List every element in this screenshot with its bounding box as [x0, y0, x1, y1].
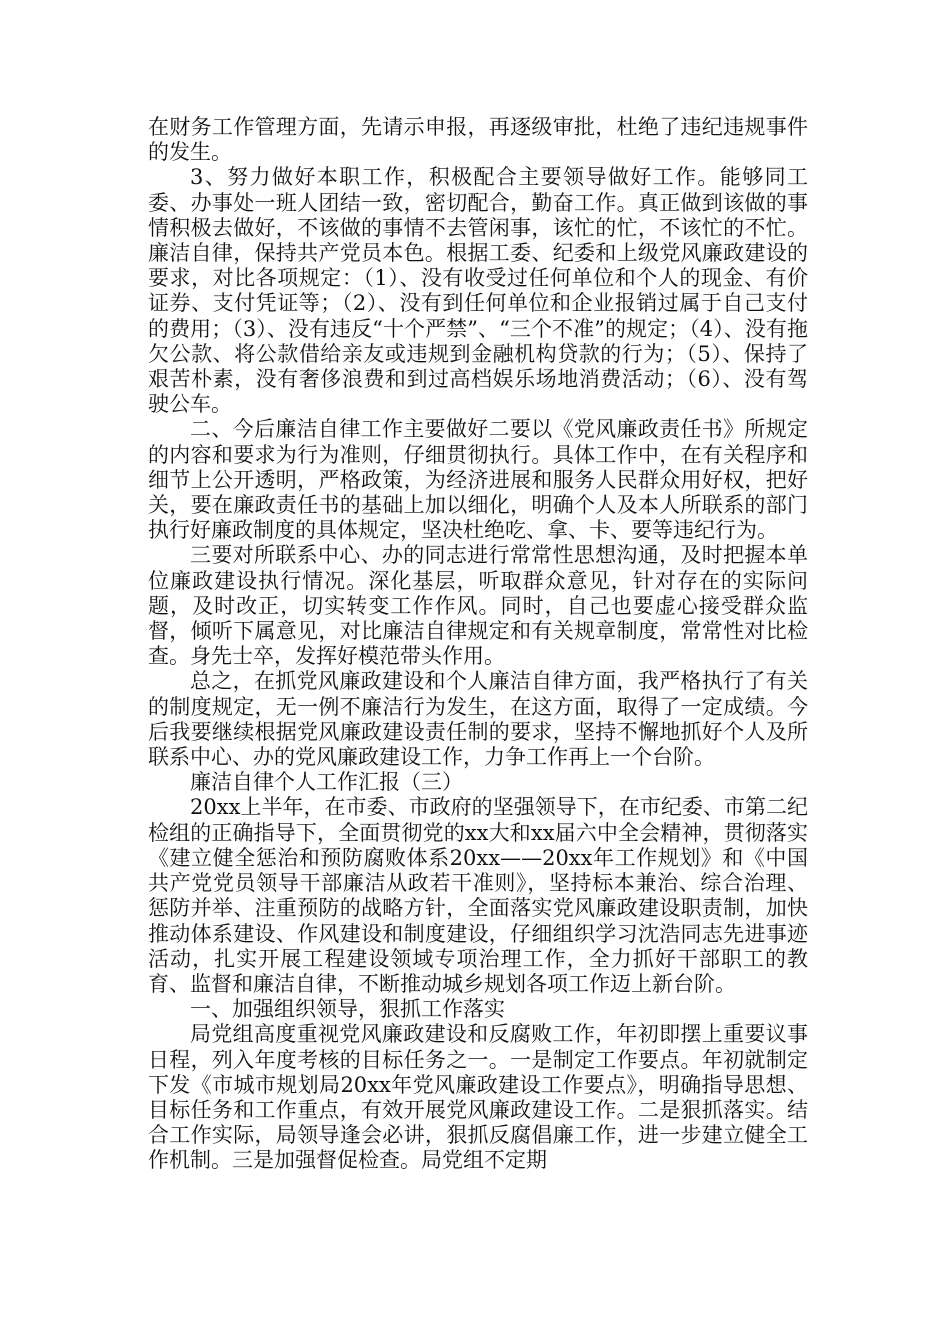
paragraph-4: 三要对所联系中心、办的同志进行常常性思想沟通，及时把握本单位廉政建设执行情况。深化基层，听取群众意见，针对存在的实际问题，及时改正，切实转变工作作风。同时，自己也要虚心接受群众监督，倾听下属意见，对比廉洁自律规定和有关规章制度，常常性对比检查。身先士卒，发挥好模范带头作用。: [148, 543, 808, 669]
paragraph-1: 在财务工作管理方面，先请示申报，再逐级审批，杜绝了违纪违规事件的发生。: [148, 115, 808, 165]
section-heading: 廉洁自律个人工作汇报（三）: [190, 770, 463, 795]
subsection-heading: 一、加强组织领导，狠抓工作落实: [190, 997, 505, 1022]
paragraph-6: 20xx上半年，在市委、市政府的坚强领导下，在市纪委、市第二纪检组的正确指导下，全面贯彻党的xx大和xx届六中全会精神，贯彻落实《建立健全惩治和预防腐败体系20xx——20xx年工作规划》和《中国共产党党员领导干部廉洁从政若干准则》，坚持标本兼治、综合治理、惩防并举、注重预防的战略方针，全面落实党风廉政建设职责制，加快推动体系建设、作风建设和制度建设，仔细组织学习沈浩同志先进事迹活动，扎实开展工程建设领域专项治理工作，全力抓好干部职工的教育、监督和廉洁自律，不断推动城乡规划各项工作迈上新台阶。: [148, 795, 808, 996]
paragraph-2: 3、努力做好本职工作，积极配合主要领导做好工作。能够同工委、办事处一班人团结一致，密切配合，勤奋工作。真正做到该做的事情积极去做好，不该做的事情不去管闲事，该忙的忙，不该忙的不忙。廉洁自律，保持共产党员本色。根据工委、纪委和上级党风廉政建设的要求，对比各项规定：（1）、没有收受过任何单位和个人的现金、有价证券、支付凭证等；（2）、没有到任何单位和企业报销过属于自己支付的费用；（3）、没有违反“十个严禁”、“三个不准”的规定；（4）、没有拖欠公款、将公款借给亲友或违规到金融机构贷款的行为；（5）、保持了艰苦朴素，没有奢侈浪费和到过高档娱乐场地消费活动；（6）、没有驾驶公车。: [148, 165, 808, 417]
paragraph-3: 二、今后廉洁自律工作主要做好二要以《党风廉政责任书》所规定的内容和要求为行为准则，仔细贯彻执行。具体工作中，在有关程序和细节上公开透明，严格政策，为经济进展和服务人民群众用好权，把好关，要在廉政责任书的基础上加以细化，明确个人及本人所联系的部门执行好廉政制度的具体规定，坚决杜绝吃、拿、卡、要等违纪行为。: [148, 417, 808, 543]
document-body: [148, 115, 808, 1174]
paragraph-7: 局党组高度重视党风廉政建设和反腐败工作，年初即摆上重要议事日程，列入年度考核的目标任务之一。一是制定工作要点。年初就制定下发《市城市规划局20xx年党风廉政建设工作要点》，明确指导思想、目标任务和工作重点，有效开展党风廉政建设工作。二是狠抓落实。结合工作实际，局领导逢会必讲，狠抓反腐倡廉工作，进一步建立健全工作机制。三是加强督促检查。局党组不定期: [148, 1022, 808, 1173]
paragraph-5: 总之，在抓党风廉政建设和个人廉洁自律方面，我严格执行了有关的制度规定，无一例不廉洁行为发生，在这方面，取得了一定成绩。今后我要继续根据党风廉政建设责任制的要求，坚持不懈地抓好个人及所联系中心、办的党风廉政建设工作，力争工作再上一个台阶。: [148, 669, 808, 770]
